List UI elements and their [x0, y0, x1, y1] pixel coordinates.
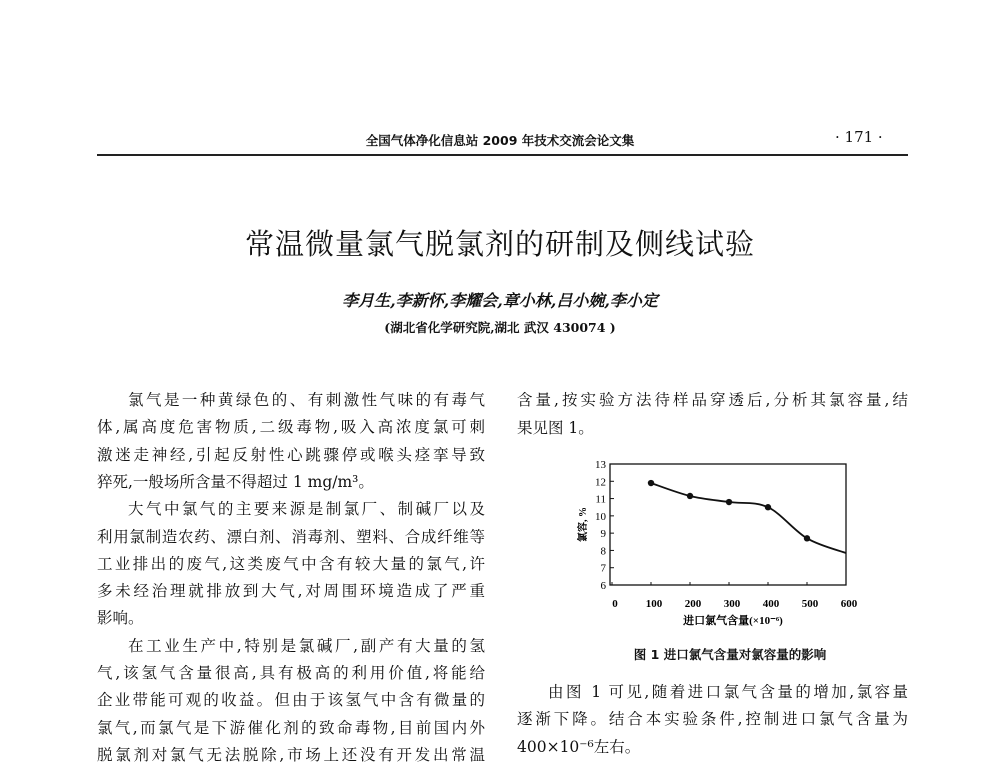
figure-1-chart: [560, 450, 880, 640]
y-tick-label: 10: [595, 510, 606, 523]
affiliation: (湖北省化学研究院,湖北 武汉 430074 ): [384, 320, 616, 335]
y-tick-label: 13: [595, 459, 606, 471]
x-tick-label: 200: [684, 598, 702, 610]
y-tick-label: 11: [595, 493, 606, 506]
y-tick-label: 7: [600, 562, 606, 575]
page-number: · 171 ·: [835, 128, 883, 146]
y-axis-label: 氯容, %: [578, 507, 589, 542]
x-tick-label: 500: [801, 598, 819, 610]
paper-title: 常温微量氯气脱氯剂的研制及侧线试验: [244, 227, 755, 261]
y-tick-label: 9: [600, 528, 606, 541]
x-tick-label: 400: [762, 598, 780, 610]
header-rule: [97, 154, 908, 156]
x-tick-label: 300: [723, 598, 741, 610]
text-line: 工业排出的废气,这类废气中含有较大量的氯气,许: [97, 554, 485, 573]
authors: 李月生,李新怀,李耀会,章小林,吕小婉,李小定: [342, 291, 658, 310]
text-line: 果见图 1。: [517, 418, 594, 437]
text-line: 影响。: [97, 609, 144, 628]
y-tick-label: 12: [595, 476, 606, 489]
text-line: 体,属高度危害物质,二级毒物,吸入高浓度氯可刺: [97, 418, 485, 437]
text-line: 多未经治理就排放到大气,对周围环境造成了严重: [97, 582, 485, 601]
data-point: [687, 493, 693, 499]
text-line: 大气中氯气的主要来源是制氯厂、制碱厂以及: [128, 500, 485, 519]
x-axis-label: 进口氯气含量(×10⁻⁶): [683, 615, 783, 627]
x-tick-label: 600: [840, 598, 858, 610]
x-tick-label: 100: [645, 598, 663, 610]
text-line: 逐渐下降。结合本实验条件,控制进口氯气含量为: [517, 710, 908, 729]
text-line: 由图 1 可见,随着进口氯气含量的增加,氯容量: [548, 683, 908, 701]
data-point: [765, 504, 771, 510]
text-line: 激迷走神经,引起反射性心跳骤停或喉头痉挛导致: [97, 445, 485, 464]
figure-caption: 图 1 进口氯气含量对氯容量的影响: [633, 647, 827, 662]
text-line: 氯气是一种黄绿色的、有刺激性气味的有毒气: [128, 391, 485, 409]
text-line: 在工业生产中,特别是氯碱厂,副产有大量的氢: [128, 636, 485, 655]
text-line: 脱氯剂对氯气无法脱除,市场上还没有开发出常温: [97, 745, 485, 764]
data-point: [804, 535, 810, 541]
text-line: 利用氯制造农药、漂白剂、消毒剂、塑料、合成纤维等: [97, 527, 485, 546]
data-point: [648, 480, 654, 486]
series-line: [651, 483, 846, 553]
plot-frame: [610, 464, 846, 585]
y-tick-label: 8: [600, 545, 606, 558]
text-line: 含量,按实验方法待样品穿透后,分析其氯容量,结: [517, 391, 908, 409]
running-head: 全国气体净化信息站 2009 年技术交流会论文集: [365, 133, 635, 148]
text-line: 气,该氢气含量很高,具有极高的利用价值,将能给: [97, 664, 485, 682]
data-point: [726, 499, 732, 505]
y-tick-label: 6: [600, 580, 606, 592]
x-tick-label: 0: [612, 598, 618, 610]
text-line: 企业带能可观的收益。但由于该氢气中含有微量的: [97, 691, 485, 710]
text-line: 猝死,一般场所含量不得超过 1 mg/m³。: [97, 472, 374, 491]
text-line: 氯气,而氯气是下游催化剂的致命毒物,目前国内外: [97, 718, 485, 737]
text-line: 400×10⁻⁶左右。: [517, 737, 641, 756]
